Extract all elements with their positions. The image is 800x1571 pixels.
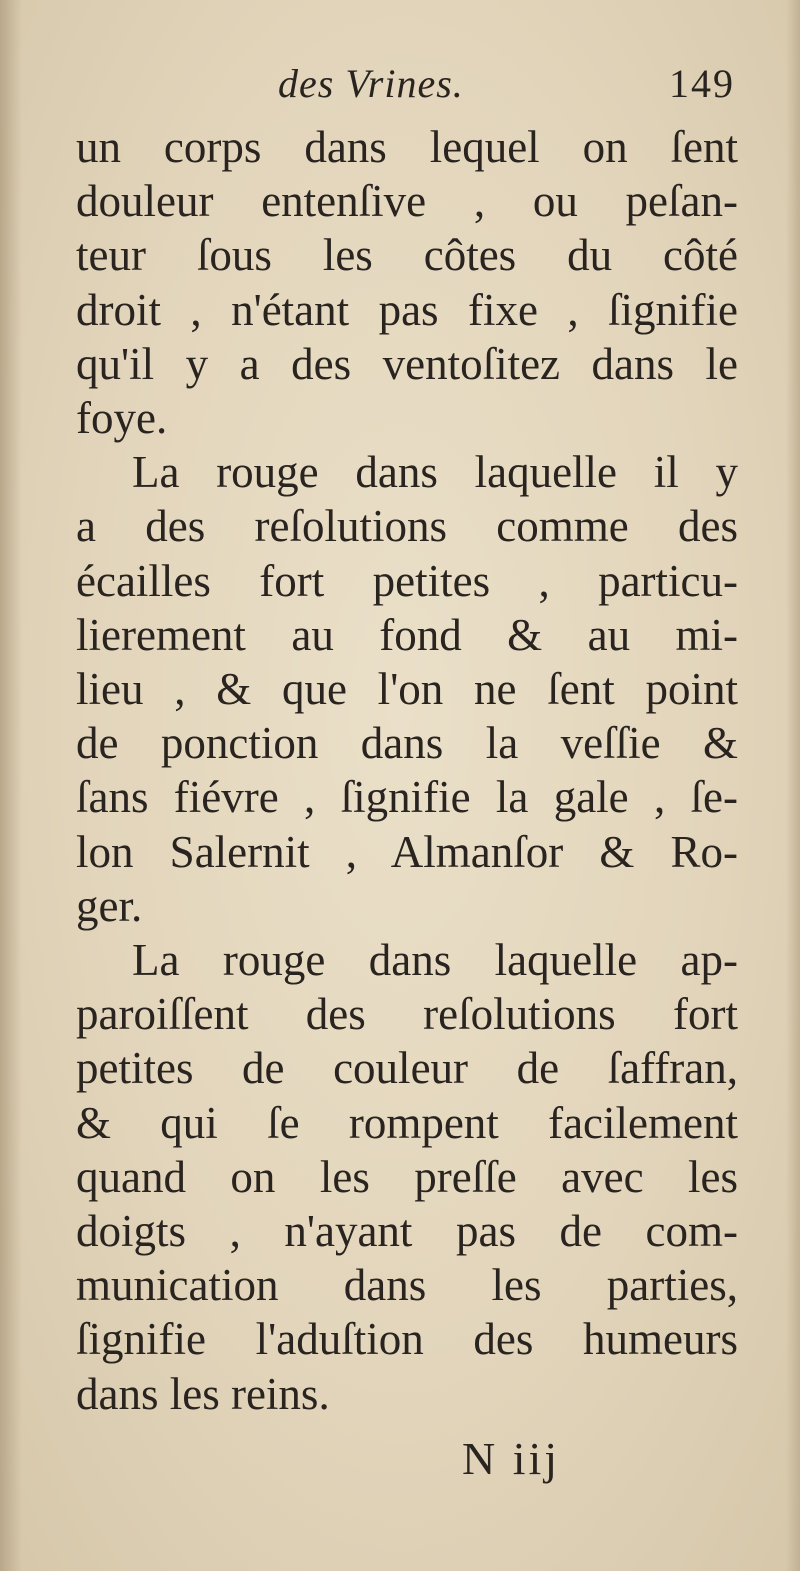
text-line: lon Salernit , Almanſor & Ro-: [76, 826, 738, 877]
text-line: dans les reins.: [76, 1368, 330, 1419]
text-line: quand on les preſſe avec les: [76, 1151, 738, 1202]
page-edge-shadow-right: [786, 0, 800, 1571]
text-line: douleur entenſive , ou peſan-: [76, 176, 738, 227]
signature-mark: N iij: [462, 1433, 561, 1484]
text-line: munication dans les parties,: [76, 1260, 738, 1311]
text-line: foye.: [76, 393, 168, 444]
text-line: La rouge dans laquelle ap-: [132, 935, 738, 986]
text-line: lierement au fond & au mi-: [76, 609, 738, 660]
text-line: doigts , n'ayant pas de com-: [76, 1206, 738, 1257]
text-line: un corps dans lequel on ſent: [76, 122, 738, 172]
text-line: ſignifie l'aduſtion des humeurs: [76, 1314, 738, 1365]
body-text: [76, 120, 738, 1421]
text-line: teur ſous les côtes du côté: [76, 230, 738, 281]
text-line: écailles fort petites , particu-: [76, 555, 738, 606]
text-line: & qui ſe rompent facilement: [76, 1097, 738, 1148]
page-header: [70, 60, 735, 120]
text-line: paroiſſent des reſolutions fort: [76, 989, 738, 1040]
text-line: petites de couleur de ſaffran,: [76, 1043, 738, 1094]
text-line: lieu , & que l'on ne ſent point: [76, 664, 738, 715]
running-head: des Vrines.: [278, 61, 464, 106]
text-line: qu'il y a des ventoſitez dans le: [76, 338, 738, 389]
text-line: de ponction dans la veſſie &: [76, 718, 738, 769]
page-number: 149: [669, 61, 735, 106]
text-line: ſans fiévre , ſignifie la gale , ſe-: [76, 772, 738, 823]
page-edge-shadow-left: [0, 0, 22, 1571]
text-line: a des reſolutions comme des: [76, 501, 738, 552]
text-line: droit , n'étant pas fixe , ſignifie: [76, 284, 738, 335]
text-line: La rouge dans laquelle il y: [132, 447, 738, 498]
text-line: ger.: [76, 880, 143, 931]
